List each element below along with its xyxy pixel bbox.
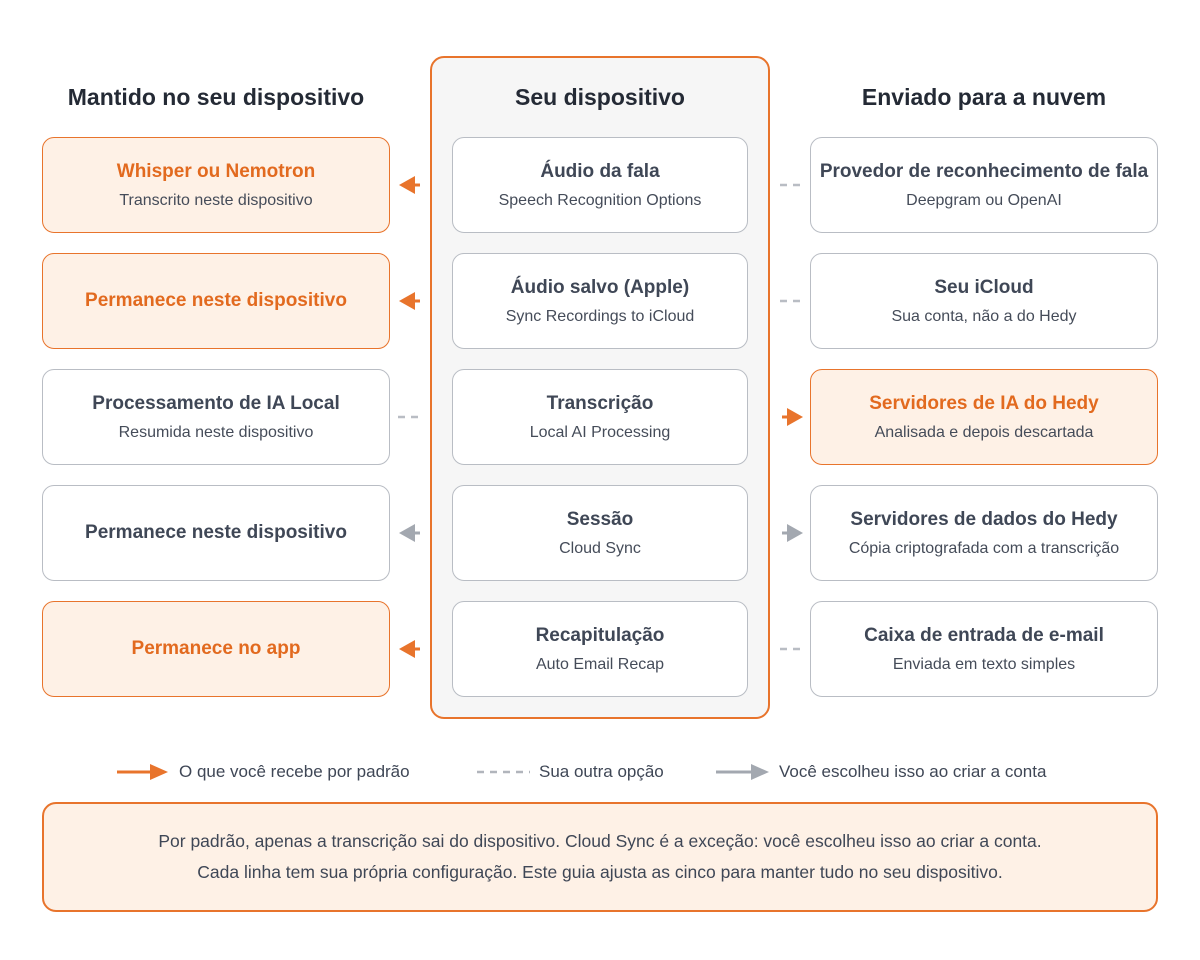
cloud-destination-box <box>810 137 1158 233</box>
local-destination-title: Permanece neste dispositivo <box>85 290 347 311</box>
cloud-destination-subtitle: Deepgram ou OpenAI <box>906 191 1062 209</box>
local-destination-title: Whisper ou Nemotron <box>116 160 316 182</box>
local-destination-box <box>42 601 390 697</box>
local-destination-box <box>42 485 390 581</box>
local-destination-title: Processamento de IA Local <box>92 392 340 414</box>
right-connector <box>778 291 806 311</box>
left-connector <box>396 639 424 659</box>
cloud-destination-title: Seu iCloud <box>934 276 1034 298</box>
device-data-title: Transcrição <box>546 392 654 414</box>
device-data-title: Recapitulação <box>535 624 665 646</box>
legend-default-label: O que você recebe por padrão <box>179 762 410 781</box>
explanation-note <box>42 802 1158 912</box>
cloud-destination-title: Provedor de reconhecimento de fala <box>819 160 1149 182</box>
device-setting-name: Auto Email Recap <box>535 655 665 673</box>
left-connector <box>396 291 424 311</box>
right-connector <box>778 639 806 659</box>
device-data-title: Áudio da fala <box>540 160 660 182</box>
cloud-destination-box <box>810 253 1158 349</box>
local-destination-title: Permanece no app <box>131 638 301 659</box>
cloud-destination-subtitle: Enviada em texto simples <box>892 655 1076 673</box>
right-connector <box>778 407 806 427</box>
right-connector <box>778 523 806 543</box>
cloud-destination-box <box>810 485 1158 581</box>
cloud-destination-subtitle: Cópia criptografada com a transcrição <box>848 539 1120 557</box>
cloud-destination-subtitle: Sua conta, não a do Hedy <box>891 307 1077 325</box>
left-connector <box>396 407 424 427</box>
note-line-1: Por padrão, apenas a transcrição sai do dispositivo. Cloud Sync é a exceção: você escolheu isso ao criar a conta. <box>158 831 1042 851</box>
local-destination-box <box>42 137 390 233</box>
cloud-destination-subtitle: Analisada e depois descartada <box>874 423 1094 441</box>
device-data-box <box>452 485 748 581</box>
device-data-title: Áudio salvo (Apple) <box>510 276 690 298</box>
cloud-destination-box <box>810 369 1158 465</box>
local-destination-subtitle: Resumida neste dispositivo <box>118 423 314 441</box>
center-column-title: Seu dispositivo <box>515 84 685 110</box>
device-data-box <box>452 601 748 697</box>
local-destination-box <box>42 253 390 349</box>
left-connector <box>396 523 424 543</box>
legend-chosen-label: Você escolheu isso ao criar a conta <box>779 762 1047 781</box>
device-data-box <box>452 369 748 465</box>
cloud-destination-title: Servidores de IA do Hedy <box>869 392 1099 414</box>
local-destination-subtitle: Transcrito neste dispositivo <box>119 191 313 209</box>
left-column-title: Mantido no seu dispositivo <box>67 84 365 110</box>
note-line-2: Cada linha tem sua própria configuração. Este guia ajusta as cinco para manter tudo no seu dispositivo. <box>197 862 1003 882</box>
device-setting-name: Sync Recordings to iCloud <box>505 307 695 325</box>
legend-other-label: Sua outra opção <box>539 762 664 781</box>
device-setting-name: Speech Recognition Options <box>498 191 702 209</box>
cloud-destination-title: Caixa de entrada de e-mail <box>864 624 1104 646</box>
cloud-destination-title: Servidores de dados do Hedy <box>850 508 1118 530</box>
legend-orange-arrow-icon <box>116 762 170 782</box>
right-connector <box>778 175 806 195</box>
cloud-destination-box <box>810 601 1158 697</box>
device-setting-name: Cloud Sync <box>559 539 641 557</box>
local-destination-title: Permanece neste dispositivo <box>85 522 347 543</box>
right-column-title: Enviado para a nuvem <box>861 84 1107 110</box>
device-data-box <box>452 253 748 349</box>
device-setting-name: Local AI Processing <box>529 423 671 441</box>
legend-dashed-line-icon <box>476 762 532 782</box>
device-data-title: Sessão <box>566 508 634 530</box>
local-destination-box <box>42 369 390 465</box>
device-data-box <box>452 137 748 233</box>
left-connector <box>396 175 424 195</box>
legend-gray-arrow-icon <box>715 762 771 782</box>
